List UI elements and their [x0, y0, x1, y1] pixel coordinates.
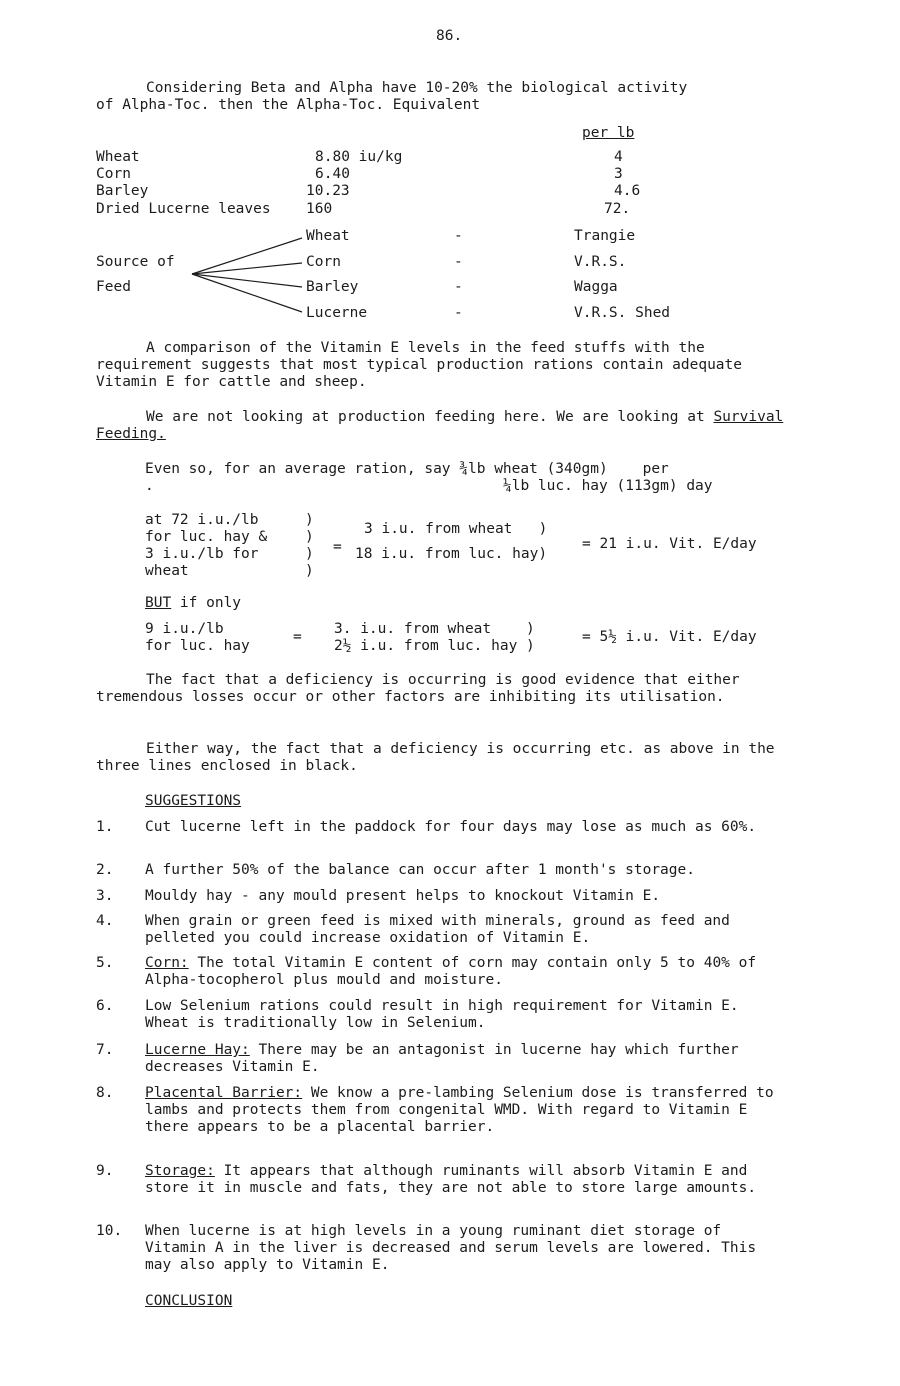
calc-but: BUT	[145, 595, 172, 611]
suggestion-heading: Corn:	[145, 955, 189, 971]
source-dash: -	[454, 305, 463, 321]
table-header-per-lb: per lb	[582, 125, 635, 141]
suggestion-number: 1.	[96, 819, 114, 835]
suggestion-text: Mouldy hay - any mould present helps to knockout Vitamin E.	[145, 888, 661, 904]
suggestion-item	[145, 1163, 785, 1197]
suggestion-number: 2.	[96, 862, 114, 878]
paragraph-survival	[96, 409, 796, 443]
suggestion-number: 6.	[96, 998, 114, 1014]
suggestion-number: 8.	[96, 1085, 114, 1101]
table-row-per-lb: 4	[614, 149, 623, 165]
paragraph-survival-text: We are not looking at production feeding here. We are looking at	[146, 409, 714, 425]
paragraph-either: Either way, the fact that a deficiency is occurring etc. as above in the three lines enclosed in black.	[96, 741, 775, 774]
suggestion-number: 3.	[96, 888, 114, 904]
calc-left2-line: 9 i.u./lb	[145, 621, 224, 637]
table-row-per-lb: 72.	[604, 201, 631, 217]
suggestion-number: 9.	[96, 1163, 114, 1179]
suggestion-text: The total Vitamin E content of corn may contain only 5 to 40% of Alpha-tocopherol plus mould and moisture.	[145, 955, 757, 988]
calc-left-line: at 72 i.u./lb	[145, 512, 259, 528]
suggestion-text: When lucerne is at high levels in a young ruminant diet storage of Vitamin A in the liver is decreased and serum levels are lowered. This may also apply to Vitamin E.	[145, 1223, 757, 1273]
source-feed-name: Barley	[306, 279, 359, 295]
table-row-name: Dried Lucerne leaves	[96, 201, 271, 217]
suggestion-heading: Lucerne Hay:	[145, 1042, 250, 1058]
calc-bracket: )	[305, 529, 314, 545]
calc-but-line	[145, 595, 241, 612]
suggestion-text: Cut lucerne left in the paddock for four days may lose as much as 60%.	[145, 819, 757, 835]
source-place: Trangie	[574, 228, 636, 244]
suggestion-text: We know a pre-lambing Selenium dose is transferred to lambs and protects them from congenital WMD. With regard to Vitamin E there appears to be a placental barrier.	[145, 1085, 774, 1135]
source-feed-name: Corn	[306, 254, 341, 270]
calc-dot: .	[145, 478, 154, 494]
suggestion-heading: Placental Barrier:	[145, 1085, 303, 1101]
paragraph-comparison: A comparison of the Vitamin E levels in the feed stuffs with the requirement suggests that most typical production rations contain adequate Vitamin E for cattle and sheep.	[96, 340, 743, 390]
calc-result-1: = 21 i.u. Vit. E/day	[582, 536, 757, 552]
source-place: Wagga	[574, 279, 618, 295]
suggestion-number: 7.	[96, 1042, 114, 1058]
source-place: V.R.S. Shed	[574, 305, 671, 321]
suggestion-number: 4.	[96, 913, 114, 929]
calc-mid-1: 3 i.u. from wheat )	[364, 521, 548, 537]
calc-even-so: Even so, for an average ration, say ¾lb wheat (340gm) per	[145, 461, 669, 477]
suggestion-item	[145, 955, 785, 989]
suggestion-text: It appears that although ruminants will absorb Vitamin E and store it in muscle and fats, they are not able to store large amounts.	[145, 1163, 757, 1196]
calc-left-line: for luc. hay &	[145, 529, 268, 545]
calc-left-line: wheat	[145, 563, 189, 579]
calc-left-line: 3 i.u./lb for	[145, 546, 259, 562]
suggestion-item	[145, 1085, 785, 1136]
feed-label: Feed	[96, 279, 131, 295]
calc-left2-line: for luc. hay	[145, 638, 250, 654]
suggestion-text: When grain or green feed is mixed with minerals, ground as feed and pelleted you could increase oxidation of Vitamin E.	[145, 913, 730, 946]
source-dash: -	[454, 279, 463, 295]
calc-bracket: )	[305, 512, 314, 528]
intro-line-2: of Alpha-Toc. then the Alpha-Toc. Equivalent	[96, 97, 481, 113]
calc-bracket: )	[305, 546, 314, 562]
suggestions-title: SUGGESTIONS	[145, 793, 242, 809]
suggestion-item	[145, 1042, 785, 1076]
table-row-value: 10.23	[306, 183, 350, 199]
source-place: V.R.S.	[574, 254, 627, 270]
suggestion-text: There may be an antagonist in lucerne hay which further decreases Vitamin E.	[145, 1042, 739, 1075]
page-number: 86.	[436, 28, 463, 44]
source-dash: -	[454, 254, 463, 270]
calc-even-so-2: ¼lb luc. hay (113gm) day	[503, 478, 713, 494]
calc-equals: =	[333, 539, 342, 555]
table-row-per-lb: 3	[614, 166, 623, 182]
table-row-name: Wheat	[96, 149, 140, 165]
table-row-value: 160	[306, 201, 333, 217]
suggestion-text: Low Selenium rations could result in high requirement for Vitamin E. Wheat is traditionally low in Selenium.	[145, 998, 739, 1031]
calc-mid-4: 2½ i.u. from luc. hay )	[334, 638, 535, 654]
source-label: Source of	[96, 254, 175, 270]
source-feed-name: Lucerne	[306, 305, 368, 321]
suggestion-text: A further 50% of the balance can occur after 1 month's storage.	[145, 862, 695, 878]
suggestion-number: 10.	[96, 1223, 123, 1239]
calc-if-only: if only	[171, 595, 242, 611]
source-dash: -	[454, 228, 463, 244]
calc-mid-2: 18 i.u. from luc. hay)	[355, 546, 548, 562]
calc-result-2: = 5½ i.u. Vit. E/day	[582, 629, 757, 645]
table-row-value: 6.40	[315, 166, 350, 182]
calc-mid-3: 3. i.u. from wheat )	[334, 621, 535, 637]
table-row-per-lb: 4.6	[614, 183, 641, 199]
conclusion-title: CONCLUSION	[145, 1293, 233, 1309]
suggestion-heading: Storage:	[145, 1163, 215, 1179]
table-row-value: 8.80 iu/kg	[315, 149, 403, 165]
table-row-name: Barley	[96, 183, 149, 199]
survival-feeding-underline: Survival Feeding.	[96, 409, 784, 442]
paragraph-fact: The fact that a deficiency is occurring is good evidence that either tremendous losses occur or other factors are inhibiting its utilisation.	[96, 672, 740, 705]
calc-bracket: )	[305, 563, 314, 579]
calc-equals-2: =	[293, 629, 302, 645]
table-row-name: Corn	[96, 166, 131, 182]
intro-line-1: Considering Beta and Alpha have 10-20% the biological activity	[146, 80, 688, 96]
suggestion-number: 5.	[96, 955, 114, 971]
source-feed-name: Wheat	[306, 228, 350, 244]
